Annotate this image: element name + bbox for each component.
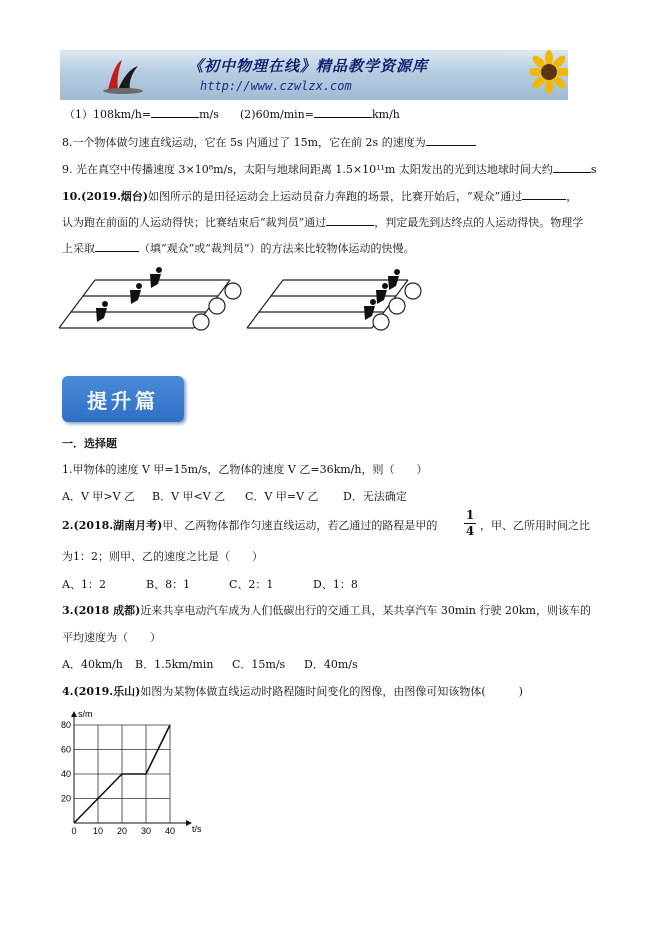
q7-line: （1）108km/h= m/s <box>64 108 219 121</box>
header-banner <box>60 50 568 100</box>
answer-blank[interactable] <box>522 188 566 200</box>
answer-blank[interactable] <box>326 214 374 226</box>
y-tick-label: 80 <box>60 720 71 730</box>
answer-blank[interactable] <box>314 106 372 118</box>
section-heading: 一．选择题 <box>62 437 117 450</box>
mc3-option-c[interactable]: C．15m/s <box>232 658 286 671</box>
question-10-line-1: 10.(2019.烟台)如图所示的是田径运动会上运动员奋力奔跑的场景，比赛开始后，“观众”通过 ， <box>62 190 578 203</box>
mc-question-3-line-1: 3.(2018 成都)近来共享电动汽车成为人们低碳出行的交通工具，某共享汽车 30min 行驶 20km，则该车的 <box>62 604 591 617</box>
banner-url: http://www.czwlzx.com <box>200 79 352 93</box>
answer-blank[interactable] <box>95 240 139 252</box>
x-axis-label: t/s <box>192 824 202 834</box>
question-10-line-3: 上采取 （填“观众”或“裁判员”）的方法来比较物体运动的快慢。 <box>62 242 415 255</box>
question-8: 8.一个物体做匀速直线运动，它在 5s 内通过了 15m，它在前 2s 的速度为 <box>62 134 476 150</box>
mc3-option-a[interactable]: A．40km/h <box>62 658 123 671</box>
mc3-option-b[interactable]: B．1.5km/min <box>135 658 214 671</box>
x-tick-label: 20 <box>116 826 128 836</box>
logo-icon <box>100 56 146 94</box>
y-tick-label: 20 <box>60 793 71 804</box>
y-axis-label: s/m <box>78 709 93 719</box>
x-tick-label: 40 <box>164 826 176 836</box>
mc-question-4: 4.(2019.乐山)如图为某物体做直线运动时路程随时间变化的图像，由图像可知该物体( ) <box>62 685 523 698</box>
stopwatch-icon <box>193 283 241 330</box>
fraction: $\frac{1}{4}$ <box>465 508 475 538</box>
banner-title: 《初中物理在线》精品教学资源库 <box>188 57 429 75</box>
x-tick-label: 10 <box>92 826 104 836</box>
runner-icon <box>96 267 162 322</box>
mc-question-3-line-2: 平均速度为（ ） <box>62 631 161 644</box>
section-badge: 提升篇 <box>62 376 184 422</box>
y-tick-label: 60 <box>60 744 71 755</box>
x-tick-label: 0 <box>71 826 77 836</box>
mc2-option-c[interactable]: C、2：1 <box>229 578 274 591</box>
distance-time-chart <box>52 696 212 841</box>
running-track-figure <box>55 262 435 338</box>
mc2-option-a[interactable]: A、1：2 <box>62 578 106 591</box>
y-axis-arrow <box>71 711 77 717</box>
answer-blank[interactable] <box>426 134 476 146</box>
mc2-option-d[interactable]: D、1：8 <box>313 578 358 591</box>
mc-question-2-line-1-end: ，甲、乙所用时间之比 <box>480 519 590 532</box>
answer-blank[interactable] <box>151 106 199 118</box>
answer-blank[interactable] <box>553 161 591 173</box>
mc2-option-b[interactable]: B、8：1 <box>146 578 191 591</box>
q7-line-2: (2)60m/min= km/h <box>240 108 400 121</box>
question-10-line-2: 认为跑在前面的人运动得快；比赛结束后“裁判员”通过 ，判定最先到达终点的人运动得快。物理学 <box>62 216 584 229</box>
mc3-option-d[interactable]: D．40m/s <box>304 658 358 671</box>
mc1-option-c[interactable]: C．V 甲=V 乙 <box>245 490 319 503</box>
x-tick-label: 30 <box>140 826 152 836</box>
mc-question-2-line-1: 2.(2018.湖南月考)甲、乙两物体都作匀速直线运动，若乙通过的路程是甲的 <box>62 519 438 532</box>
mc-question-1: 1.甲物体的速度 V 甲=15m/s，乙物体的速度 V 乙=36km/h，则（ ） <box>62 463 428 476</box>
mc-question-2-line-2: 为1：2；则甲、乙的速度之比是（ ） <box>62 550 263 563</box>
question-9: 9. 光在真空中传播速度 3×10⁸m/s，太阳与地球间距离 1.5×10¹¹m 太阳发出的光到达地球时间大约 s <box>62 163 597 176</box>
y-tick-label: 40 <box>60 769 71 779</box>
mc1-option-b[interactable]: B．V 甲<V 乙 <box>152 490 226 503</box>
mc1-option-d[interactable]: D．无法确定 <box>343 490 407 503</box>
mc1-option-a[interactable]: A．V 甲>V 乙 <box>62 490 136 503</box>
sunflower-image <box>530 50 568 100</box>
